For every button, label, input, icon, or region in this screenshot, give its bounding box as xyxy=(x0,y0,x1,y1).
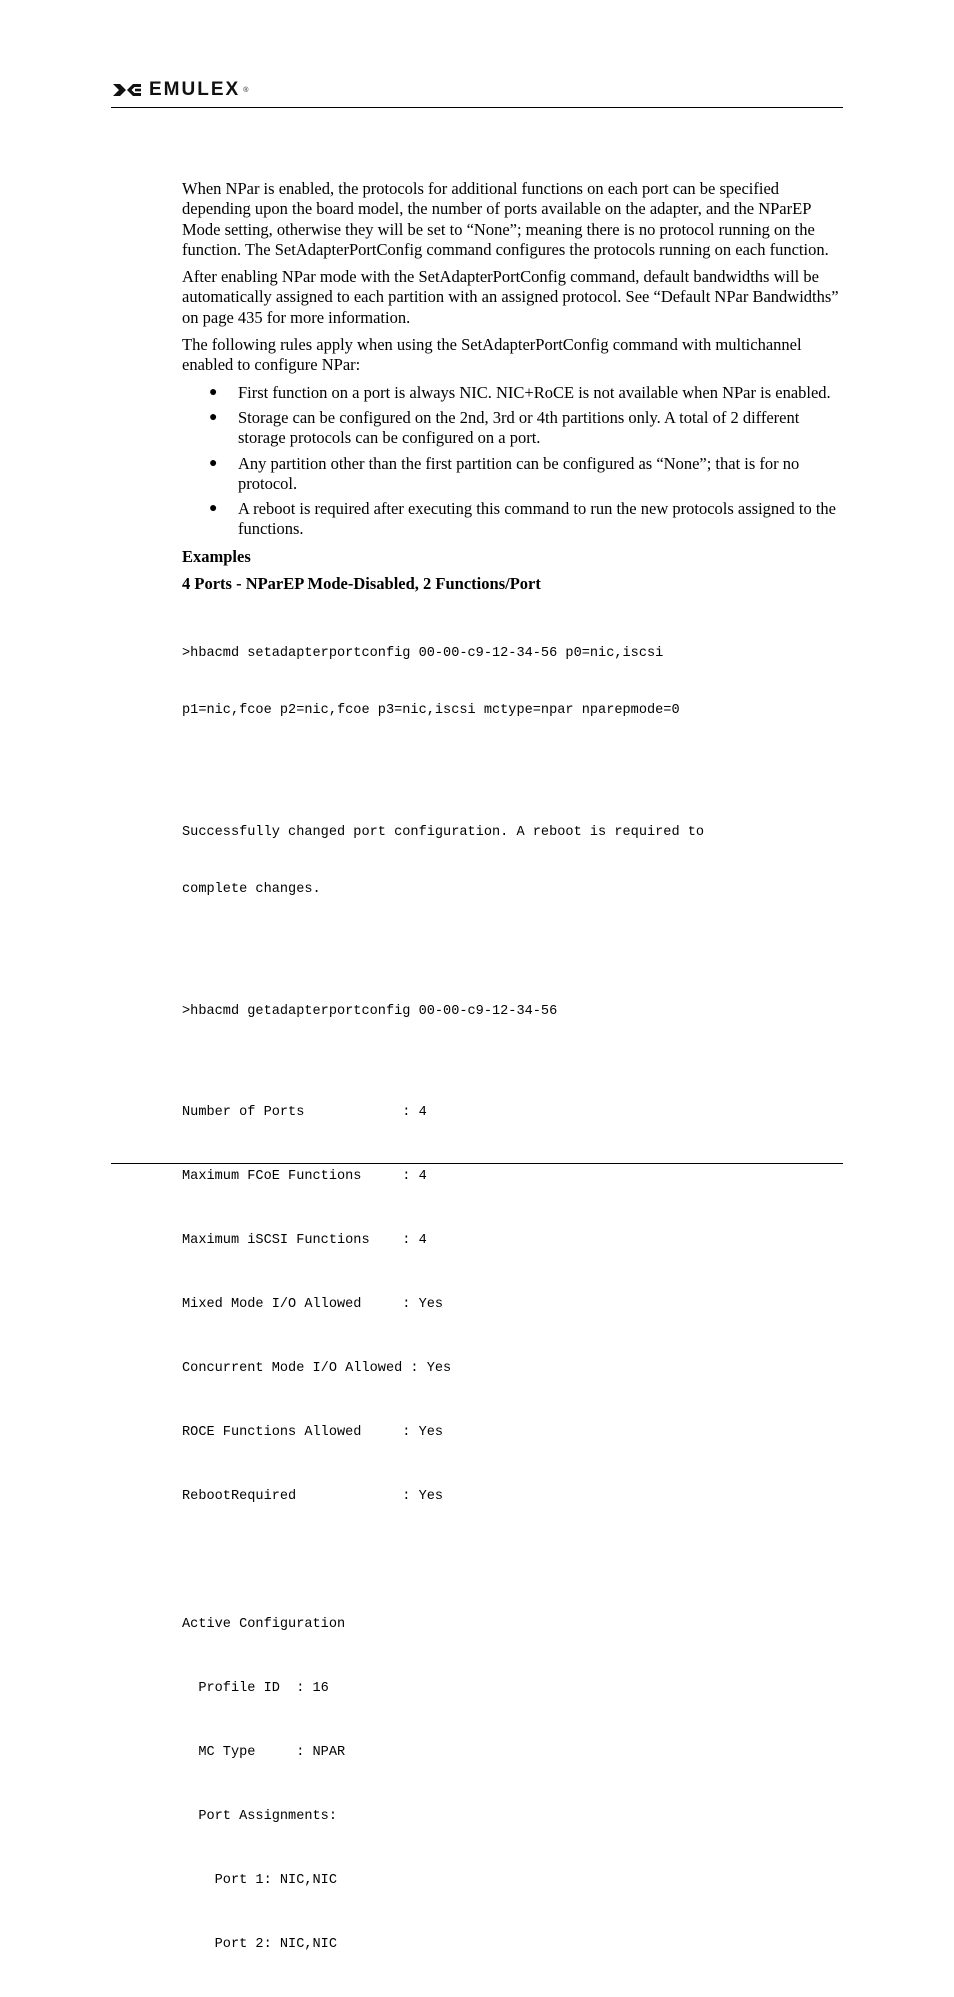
output-line: Profile ID : 16 xyxy=(182,1680,329,1696)
output-line: Concurrent Mode I/O Allowed : Yes xyxy=(182,1360,452,1376)
output-line xyxy=(182,1549,844,1572)
command-output xyxy=(182,1060,844,1996)
output-line: Port 1: NIC,NIC xyxy=(182,1872,337,1888)
page-content xyxy=(182,179,844,1997)
rules-list xyxy=(182,383,844,540)
bullet-icon: ● xyxy=(209,409,218,425)
result-block xyxy=(182,785,844,937)
command-line: >hbacmd setadapterportconfig 00-00-c9-12-34-56 p0=nic,iscsi xyxy=(182,646,664,662)
list-item: ● Storage can be configured on the 2nd, 3rd or 4th partitions only. A total of 2 different storage protocols can be configured on a port. xyxy=(209,407,800,448)
command-line: p1=nic,fcoe p2=nic,fcoe p3=nic,iscsi mctype=npar nparepmode=0 xyxy=(182,703,680,719)
emulex-logo xyxy=(111,80,248,100)
bullet-icon: ● xyxy=(209,455,218,471)
output-line: Maximum iSCSI Functions : 4 xyxy=(182,1232,427,1248)
set-command-block xyxy=(182,606,844,758)
footer-divider xyxy=(111,1163,843,1164)
result-line: Successfully changed port configuration. A reboot is required to xyxy=(182,825,705,841)
output-line: MC Type : NPAR xyxy=(182,1744,346,1760)
list-item: ● First function on a port is always NIC. NIC+RoCE is not available when NPar is enabled. xyxy=(209,382,831,402)
list-item: ● A reboot is required after executing this command to run the new protocols assigned to the functions. xyxy=(209,499,836,539)
bullet-icon: ● xyxy=(209,501,218,517)
list-item: ● Any partition other than the first partition can be configured as “None”; that is for no protocol. xyxy=(209,453,800,493)
output-line: Port Assignments: xyxy=(182,1808,337,1824)
example-title: 4 Ports - NParEP Mode-Disabled, 2 Functions/Port xyxy=(182,574,541,594)
result-line: complete changes. xyxy=(182,882,321,898)
output-line: RebootRequired : Yes xyxy=(182,1488,444,1504)
header-divider xyxy=(111,107,843,108)
bandwidth-paragraph: After enabling NPar mode with the SetAdapterPortConfig command, default bandwidths will be automatically assigned to each partition with an assigned protocol. See “Default NPar Bandwidths” on page 435 for more information. xyxy=(182,267,839,327)
output-line: Port 2: NIC,NIC xyxy=(182,1936,337,1952)
output-line: Active Configuration xyxy=(182,1616,346,1632)
output-line: Number of Ports : 4 xyxy=(182,1104,427,1120)
logo-wordmark: EMULEX xyxy=(149,79,241,100)
rules-intro-paragraph: The following rules apply when using the SetAdapterPortConfig command with multichannel enabled to configure NPar: xyxy=(182,335,802,375)
output-line: ROCE Functions Allowed : Yes xyxy=(182,1424,444,1440)
examples-heading: Examples xyxy=(182,546,251,566)
intro-paragraph: When NPar is enabled, the protocols for additional functions on each port can be specified depending upon the board model, the number of ports available on the adapter, and the NParEP Mode setting, otherwise they will be set to “None”; meaning there is no protocol running on the function. The SetAdapterPortConfig command configures the protocols running on each function. xyxy=(182,179,829,259)
emulex-mark-icon xyxy=(111,81,143,99)
output-line: Mixed Mode I/O Allowed : Yes xyxy=(182,1296,444,1312)
command-line: >hbacmd getadapterportconfig 00-00-c9-12-34-56 xyxy=(182,1004,558,1020)
trademark-symbol: ® xyxy=(243,86,249,94)
bullet-icon: ● xyxy=(209,384,218,400)
get-command-block xyxy=(182,964,844,1059)
output-line: Maximum FCoE Functions : 4 xyxy=(182,1168,427,1184)
